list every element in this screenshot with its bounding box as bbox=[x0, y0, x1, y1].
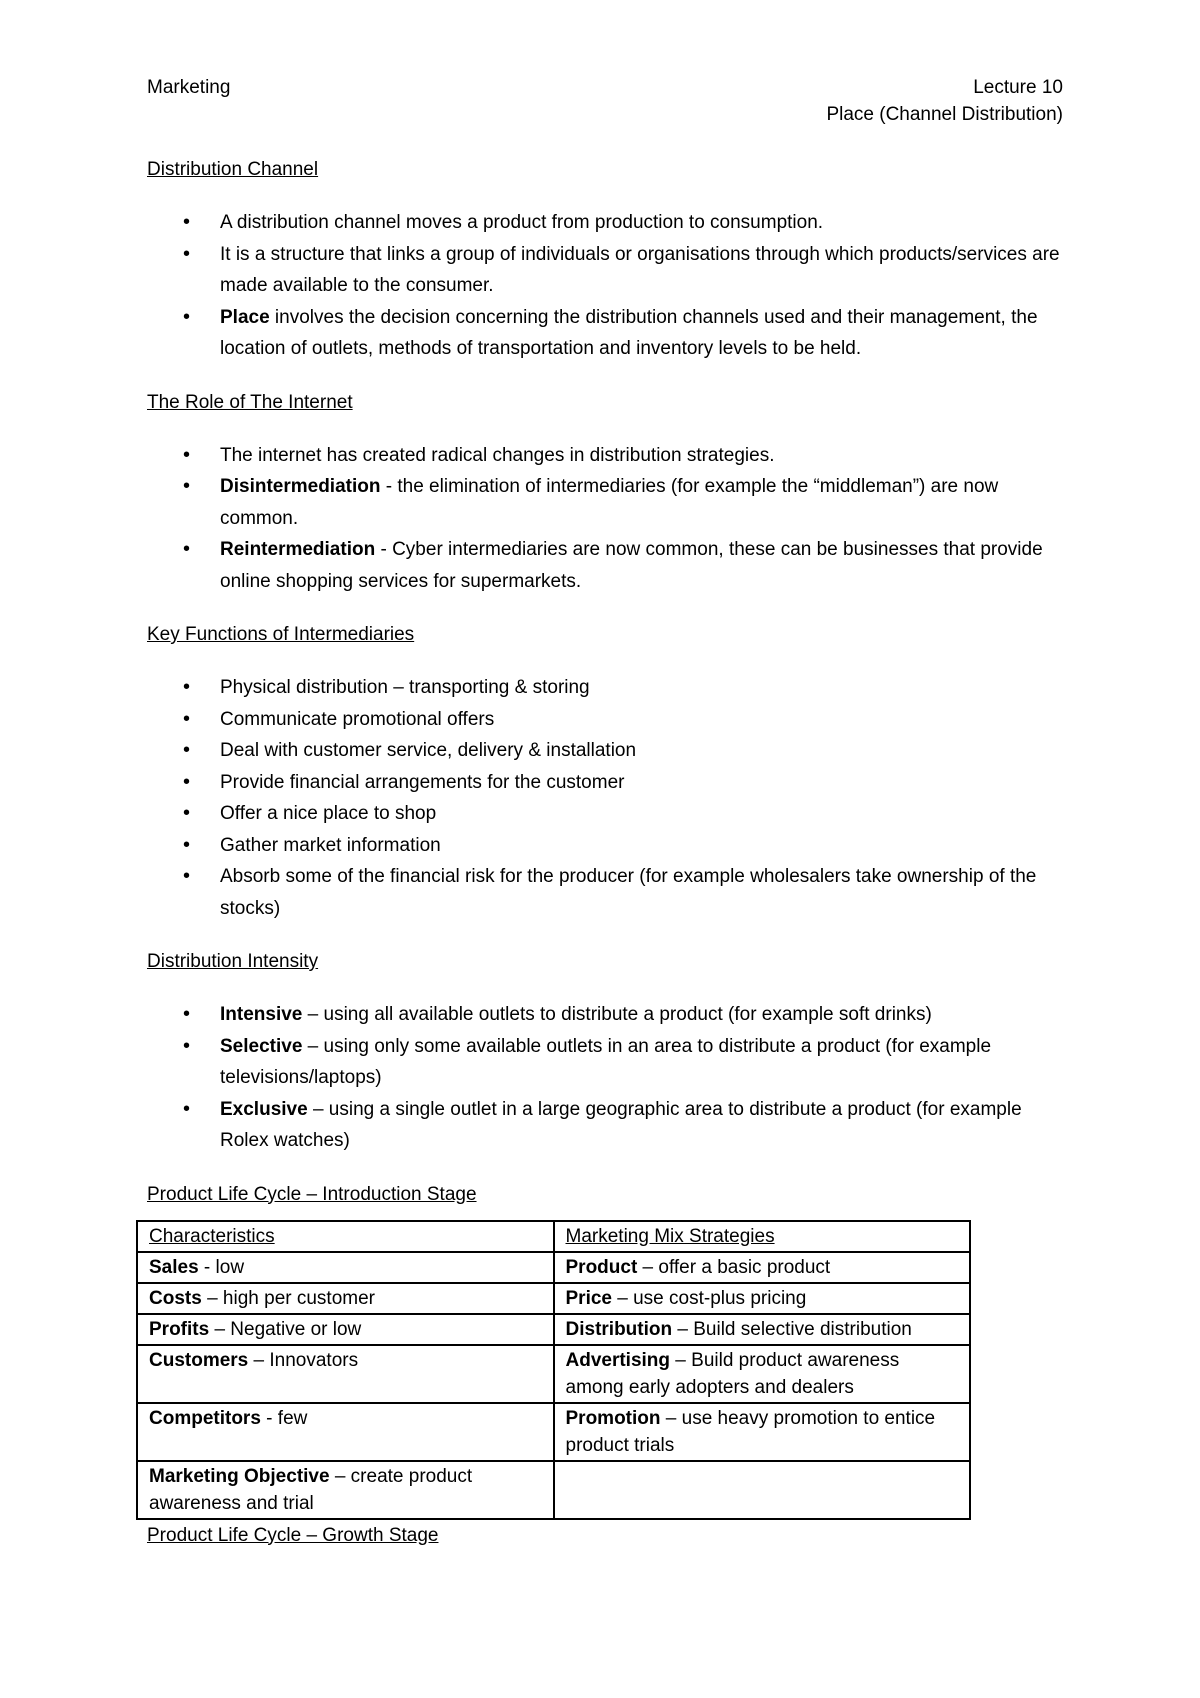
section-title-plc-growth: Product Life Cycle – Growth Stage bbox=[147, 1524, 439, 1546]
list-item: • Offer a nice place to shop bbox=[147, 798, 1063, 830]
table-row bbox=[137, 1461, 970, 1519]
table-cell: Costs – high per customer bbox=[137, 1283, 554, 1314]
distribution-channel-list bbox=[147, 207, 1063, 365]
list-item: • Reintermediation - Cyber intermediaries are now common, these can be businesses that provide online shopping services for supermarkets. bbox=[147, 534, 1063, 597]
list-item: • It is a structure that links a group of individuals or organisations through which products/services are made available to the consumer. bbox=[147, 239, 1063, 302]
table-cell: Marketing Objective – create product awareness and trial bbox=[137, 1461, 554, 1519]
table-cell: Price – use cost-plus pricing bbox=[554, 1283, 971, 1314]
distribution-intensity-list bbox=[147, 999, 1063, 1157]
table-header-characteristics: Characteristics bbox=[137, 1221, 554, 1252]
section-title-role-of-internet: The Role of The Internet bbox=[147, 391, 353, 413]
table-cell: Promotion – use heavy promotion to entice product trials bbox=[554, 1403, 971, 1461]
table-cell: Product – offer a basic product bbox=[554, 1252, 971, 1283]
list-item: • Disintermediation - the elimination of intermediaries (for example the “middleman”) are now common. bbox=[147, 471, 1063, 534]
role-of-internet-list bbox=[147, 440, 1063, 598]
list-item: • Place involves the decision concerning the distribution channels used and their management, the location of outlets, methods of transportation and inventory levels to be held. bbox=[147, 302, 1063, 365]
table-row bbox=[137, 1283, 970, 1314]
table-header-marketing-mix: Marketing Mix Strategies bbox=[554, 1221, 971, 1252]
table-cell: Sales - low bbox=[137, 1252, 554, 1283]
table-cell: Profits – Negative or low bbox=[137, 1314, 554, 1345]
table-row bbox=[137, 1345, 970, 1403]
table-cell: Customers – Innovators bbox=[137, 1345, 554, 1403]
table-row bbox=[137, 1314, 970, 1345]
document-body bbox=[147, 156, 1063, 1568]
header-right bbox=[826, 74, 1063, 128]
table-cell: Advertising – Build product awareness among early adopters and dealers bbox=[554, 1345, 971, 1403]
list-item: • A distribution channel moves a product from production to consumption. bbox=[147, 207, 1063, 239]
table-header-row bbox=[137, 1221, 970, 1252]
list-item: • Absorb some of the financial risk for the producer (for example wholesalers take ownership of the stocks) bbox=[147, 861, 1063, 924]
list-item: • Deal with customer service, delivery & installation bbox=[147, 735, 1063, 767]
table-cell: Competitors - few bbox=[137, 1403, 554, 1461]
table-cell bbox=[554, 1461, 971, 1519]
header-lecture: Lecture 10 bbox=[973, 77, 1063, 98]
section-title-plc-introduction: Product Life Cycle – Introduction Stage bbox=[147, 1183, 477, 1205]
list-item: • Gather market information bbox=[147, 830, 1063, 862]
list-item: • Provide financial arrangements for the customer bbox=[147, 767, 1063, 799]
section-title-key-functions: Key Functions of Intermediaries bbox=[147, 624, 415, 645]
header-subject: Marketing bbox=[147, 77, 231, 98]
list-item: • Selective – using only some available outlets in an area to distribute a product (for example televisions/laptops) bbox=[147, 1031, 1063, 1094]
list-item: • Exclusive – using a single outlet in a large geographic area to distribute a product (for example Rolex watches) bbox=[147, 1094, 1063, 1157]
table-row bbox=[137, 1252, 970, 1283]
table-row bbox=[137, 1403, 970, 1461]
table-cell: Distribution – Build selective distribution bbox=[554, 1314, 971, 1345]
list-item: • Intensive – using all available outlets to distribute a product (for example soft drinks) bbox=[147, 999, 1063, 1031]
plc-introduction-table bbox=[136, 1220, 971, 1520]
section-title-distribution-intensity: Distribution Intensity bbox=[147, 951, 319, 972]
list-item: • The internet has created radical changes in distribution strategies. bbox=[147, 440, 1063, 472]
section-title-distribution-channel: Distribution Channel bbox=[147, 159, 319, 180]
list-item: • Physical distribution – transporting & storing bbox=[147, 672, 1063, 704]
key-functions-list bbox=[147, 672, 1063, 924]
header-topic: Place (Channel Distribution) bbox=[826, 104, 1063, 125]
list-item: • Communicate promotional offers bbox=[147, 704, 1063, 736]
